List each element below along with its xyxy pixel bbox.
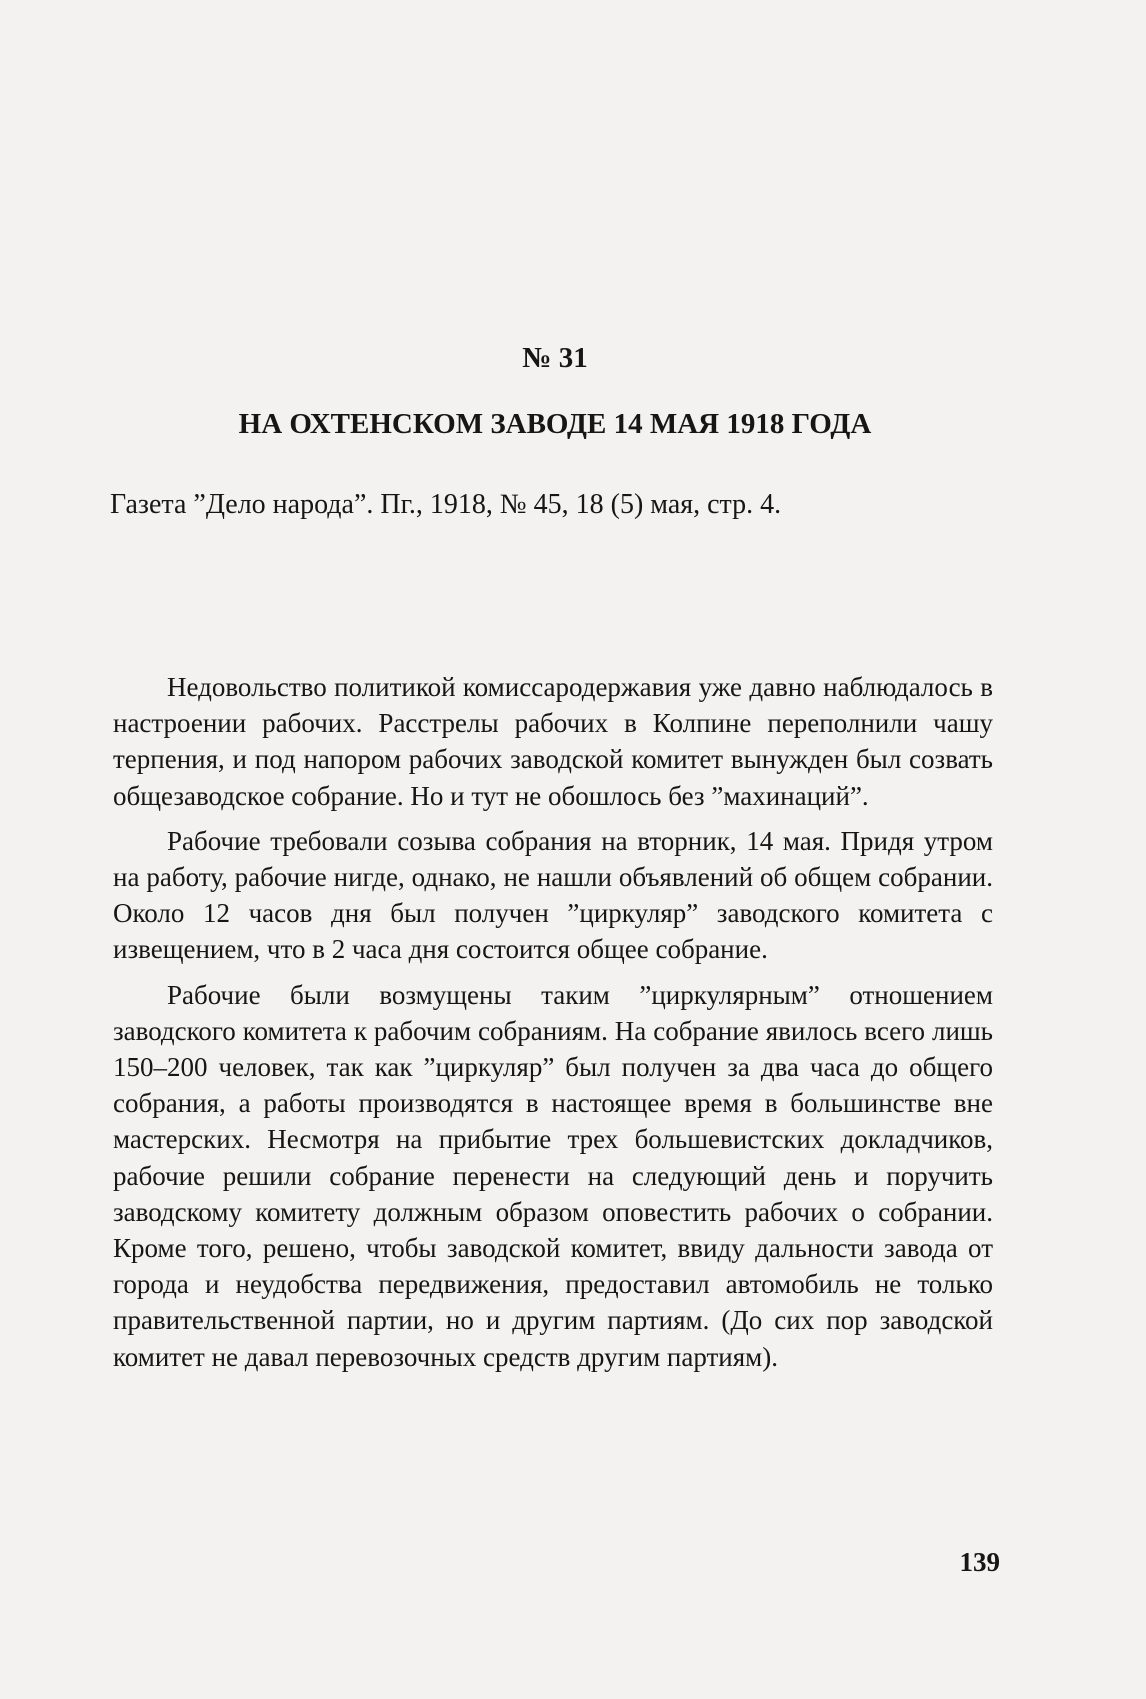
document-header (110, 340, 1000, 442)
body-paragraph: Рабочие требовали созыва собрания на вторник, 14 мая. Придя утром на работу, рабочие нигде, однако, не нашли объявлений об общем собрании. Около 12 часов дня был получен ”циркуляр” заводского комитета с извещением, что в 2 часа дня состоится общее собрание. (113, 825, 993, 965)
document-number: № 31 (522, 342, 588, 374)
body-paragraph: Недовольство политикой комиссародержавия уже давно наблюдалось в настроении рабочих. Расстрелы рабочих в Колпине переполнили чашу терпения, и под напором рабочих заводской комитет вынужден был созвать общезаводское собрание. Но и тут не обошлось без ”махинаций”. (113, 672, 993, 811)
body-paragraph: Рабочие были возмущены таким ”циркулярным” отношением заводского комитета к рабочим собраниям. На собрание явилось всего лишь 150–200 человек, так как ”циркуляр” был получен за два часа до общего собрания, а работы производятся в настоящее время в большинстве вне мастерских. Несмотря на прибытие трех большевистских докладчиков, рабочие решили собрание перенести на следующий день и поручить заводскому комитету должным образом оповестить рабочих о собрании. Кроме того, решено, чтобы заводской комитет, ввиду дальности завода от города и неудобства передвижения, предоставил автомобиль не только правительственной партии, но и другим партиям. (До сих пор заводской комитет не давал перевозочных средств другим партиям). (113, 979, 993, 1372)
document-title: НА ОХТЕНСКОМ ЗАВОДЕ 14 МАЯ 1918 ГОДА (238, 408, 872, 440)
page-number: 139 (959, 1547, 1000, 1577)
document-body (113, 669, 993, 1384)
document-source-citation: Газета ”Дело народа”. Пг., 1918, № 45, 18 (5) мая, стр. 4. (110, 489, 782, 520)
